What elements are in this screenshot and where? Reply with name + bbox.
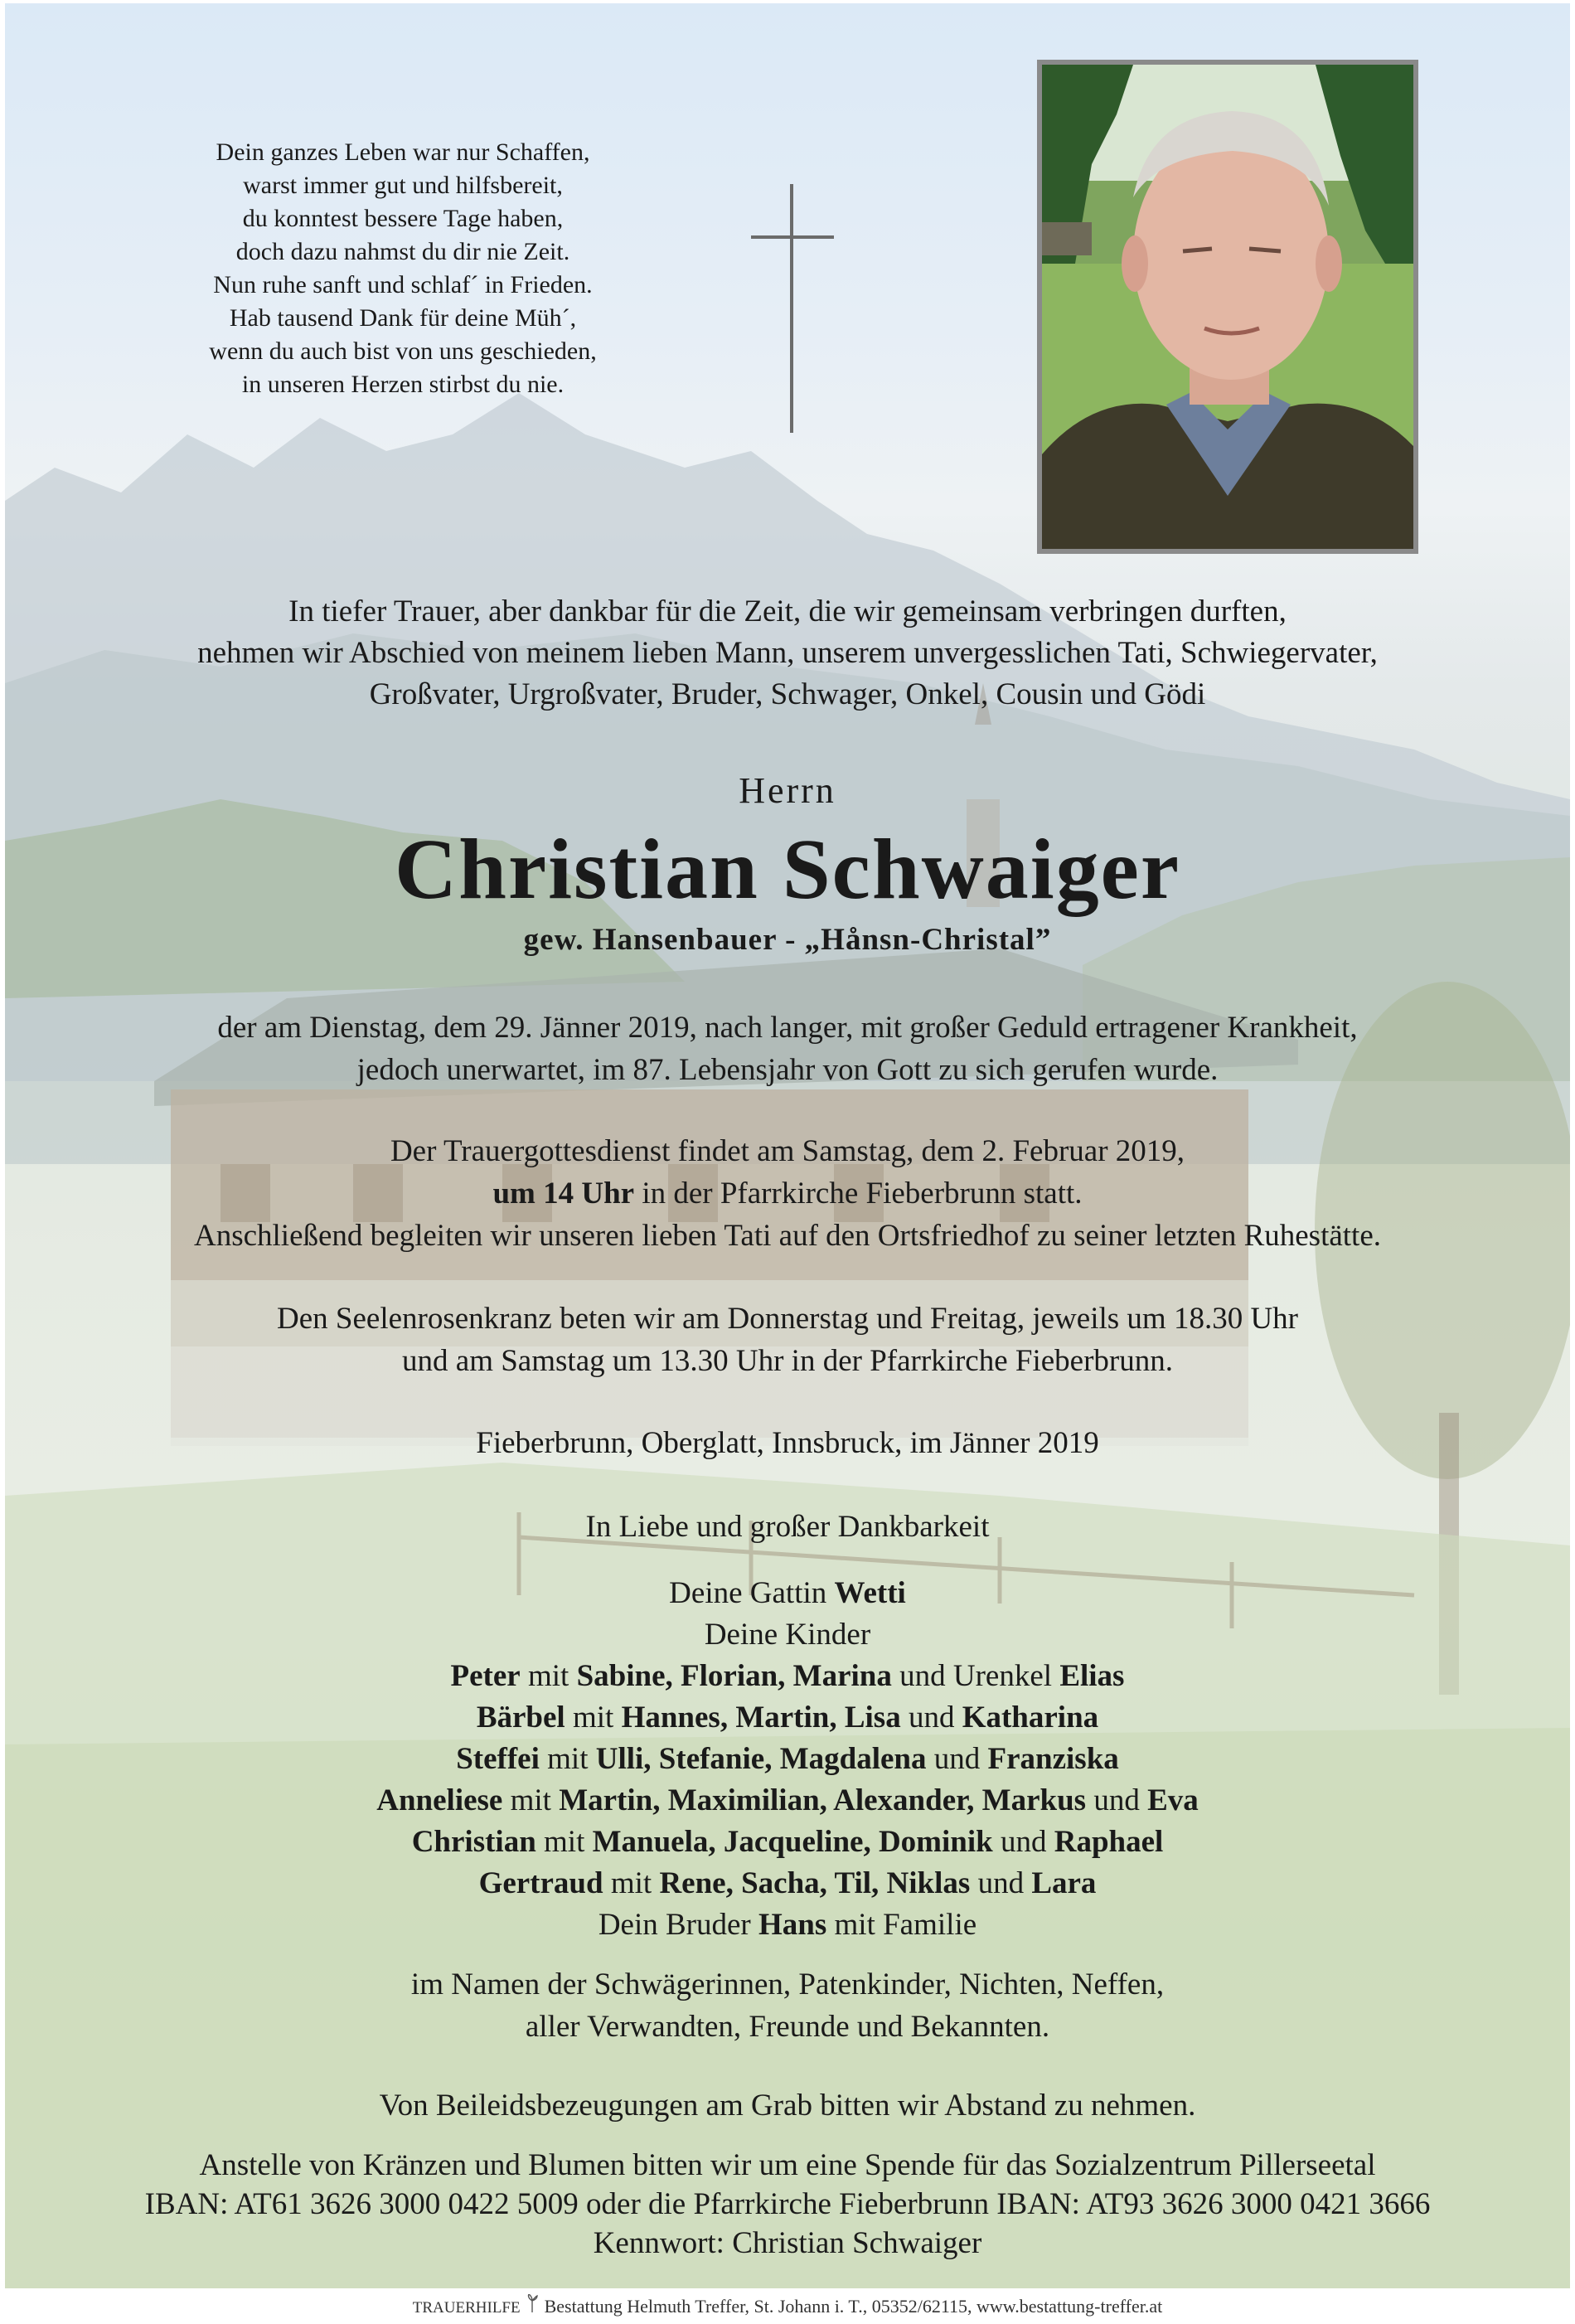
intro-line: In tiefer Trauer, aber dankbar für die Zeit, die wir gemeinsam verbringen durften,: [288, 594, 1287, 628]
mourner-line: [5, 1656, 1570, 1697]
mourner-name: Ulli, Stefanie, Magdalena: [595, 1742, 927, 1776]
mourner-line: [5, 1739, 1570, 1780]
relatives-text: [5, 1963, 1570, 2048]
portrait-image: [1042, 65, 1413, 549]
mourner-name: Christian: [411, 1825, 536, 1859]
mourner-line: [5, 1863, 1570, 1904]
place-date: Fieberbrunn, Oberglatt, Innsbruck, im Jänner 2019: [476, 1426, 1099, 1460]
portrait-photo: [1037, 60, 1418, 554]
donation-line: IBAN: AT61 3626 3000 0422 5009 oder die Pfarrkirche Fieberbrunn IBAN: AT93 3626 3000 0421 3666: [144, 2187, 1431, 2221]
mourner-name: Hans: [758, 1908, 827, 1942]
mourner-text: Deine Gattin: [669, 1576, 835, 1610]
death-notice: [5, 1007, 1570, 1091]
mourner-text: und: [992, 1825, 1054, 1859]
poem-line: in unseren Herzen stirbst du nie.: [241, 371, 565, 398]
mourner-name: Peter: [450, 1659, 521, 1693]
rosary-line: und am Samstag um 13.30 Uhr in der Pfarrkirche Fieberbrunn.: [402, 1344, 1173, 1378]
mourner-name: Elias: [1059, 1659, 1125, 1693]
mourners-list: [5, 1573, 1570, 1946]
poem-line: Dein ganzes Leben war nur Schaffen,: [216, 138, 590, 166]
footer-brand: TRAUERHILFE: [412, 2299, 521, 2317]
service-line: Anschließend begleiten wir unseren lieben Tati auf den Ortsfriedhof zu seiner letzten Ruhestätte.: [193, 1219, 1382, 1253]
intro-line: nehmen wir Abschied von meinem lieben Mann, unserem unvergesslichen Tati, Schwiegervater,: [197, 636, 1378, 670]
mourner-name: Manuela, Jacqueline, Dominik: [592, 1825, 993, 1859]
mourner-line: [5, 1780, 1570, 1822]
death-line: jedoch unerwartet, im 87. Lebensjahr von Gott zu sich gerufen wurde.: [356, 1053, 1219, 1087]
mourner-name: Eva: [1147, 1783, 1199, 1817]
mourner-line: [5, 1904, 1570, 1946]
mourner-text: und: [970, 1866, 1032, 1900]
mourner-text: Dein Bruder: [598, 1908, 758, 1942]
mourner-text: und: [926, 1742, 988, 1776]
mourner-name: Hannes, Martin, Lisa: [621, 1701, 901, 1735]
footer: [0, 2294, 1575, 2317]
mourner-name: Franziska: [987, 1742, 1119, 1776]
funeral-service: [5, 1130, 1570, 1257]
service-line: Der Trauergottesdienst findet am Samstag, dem 2. Februar 2019,: [390, 1134, 1185, 1168]
mourner-name: Sabine, Florian, Marina: [576, 1659, 892, 1693]
condolence-note: Von Beileidsbezeugungen am Grab bitten wir Abstand zu nehmen.: [379, 2089, 1196, 2123]
closing-phrase: In Liebe und großer Dankbarkeit: [585, 1510, 990, 1544]
obituary-card: [5, 3, 1570, 2288]
mourner-name: Wetti: [834, 1576, 906, 1610]
mourner-name: Anneliese: [376, 1783, 503, 1817]
cross-icon: [751, 184, 834, 433]
footer-text: Bestattung Helmuth Treffer, St. Johann i. T., 05352/62115, www.bestattung-treffer.at: [544, 2296, 1163, 2317]
donation-line: Anstelle von Kränzen und Blumen bitten wir um eine Spende für das Sozialzentrum Pillerseetal: [199, 2148, 1376, 2182]
poem-line: wenn du auch bist von uns geschieden,: [209, 337, 597, 365]
mourner-line: [5, 1573, 1570, 1614]
mourner-text: mit Familie: [826, 1908, 977, 1942]
death-line: der am Dienstag, dem 29. Jänner 2019, nach langer, mit großer Geduld ertragener Krankheit,: [217, 1011, 1358, 1045]
service-place: in der Pfarrkirche Fieberbrunn statt.: [634, 1177, 1083, 1211]
mourner-text: und Urenkel: [891, 1659, 1060, 1693]
donation-line: Kennwort: Christian Schwaiger: [593, 2226, 982, 2260]
poem: [88, 136, 718, 401]
mourner-name: Steffei: [456, 1742, 540, 1776]
salutation: Herrn: [739, 770, 836, 811]
poem-line: Hab tausend Dank für deine Müh´,: [229, 304, 577, 332]
poem-line: du konntest bessere Tage haben,: [242, 205, 564, 232]
mourner-line: [5, 1822, 1570, 1863]
poem-line: warst immer gut und hilfsbereit,: [243, 172, 563, 199]
mourner-text: mit: [536, 1825, 593, 1859]
mourner-text: mit: [565, 1701, 622, 1735]
rosary-line: Den Seelenrosenkranz beten wir am Donnerstag und Freitag, jeweils um 18.30 Uhr: [277, 1302, 1298, 1336]
mourner-line: [5, 1697, 1570, 1739]
mourner-name: Katharina: [962, 1701, 1099, 1735]
poem-line: doch dazu nahmst du dir nie Zeit.: [235, 238, 570, 265]
intro-line: Großvater, Urgroßvater, Bruder, Schwager, Onkel, Cousin und Gödi: [369, 677, 1206, 711]
mourner-name: Martin, Maximilian, Alexander, Markus: [559, 1783, 1087, 1817]
poem-line: Nun ruhe sanft und schlaf´ in Frieden.: [213, 271, 593, 298]
mourner-name: Lara: [1031, 1866, 1097, 1900]
mourner-name: Rene, Sacha, Til, Niklas: [659, 1866, 971, 1900]
mourner-line: [5, 1614, 1570, 1656]
mourner-text: mit: [603, 1866, 660, 1900]
mourner-name: Raphael: [1054, 1825, 1164, 1859]
deceased-nickname: gew. Hansenbauer - „Hånsn-Christal”: [523, 923, 1052, 957]
service-time: um 14 Uhr: [492, 1177, 635, 1211]
mourner-text: mit: [539, 1742, 596, 1776]
rosary-notice: [5, 1298, 1570, 1382]
mourner-text: und: [900, 1701, 962, 1735]
flower-icon: [525, 2294, 540, 2317]
donation-note: [5, 2146, 1570, 2263]
relatives-line: im Namen der Schwägerinnen, Patenkinder, Nichten, Neffen,: [410, 1967, 1165, 2001]
deceased-name: Christian Schwaiger: [395, 822, 1180, 917]
mourner-name: Gertraud: [478, 1866, 603, 1900]
mourner-text: Deine Kinder: [704, 1618, 871, 1652]
mourner-text: mit: [502, 1783, 560, 1817]
relatives-line: aller Verwandten, Freunde und Bekannten.: [525, 2010, 1050, 2044]
mourner-text: mit: [520, 1659, 577, 1693]
intro-text: [5, 591, 1570, 716]
mourner-name: Bärbel: [476, 1701, 565, 1735]
service-line: [5, 1172, 1570, 1215]
mourner-text: und: [1086, 1783, 1148, 1817]
